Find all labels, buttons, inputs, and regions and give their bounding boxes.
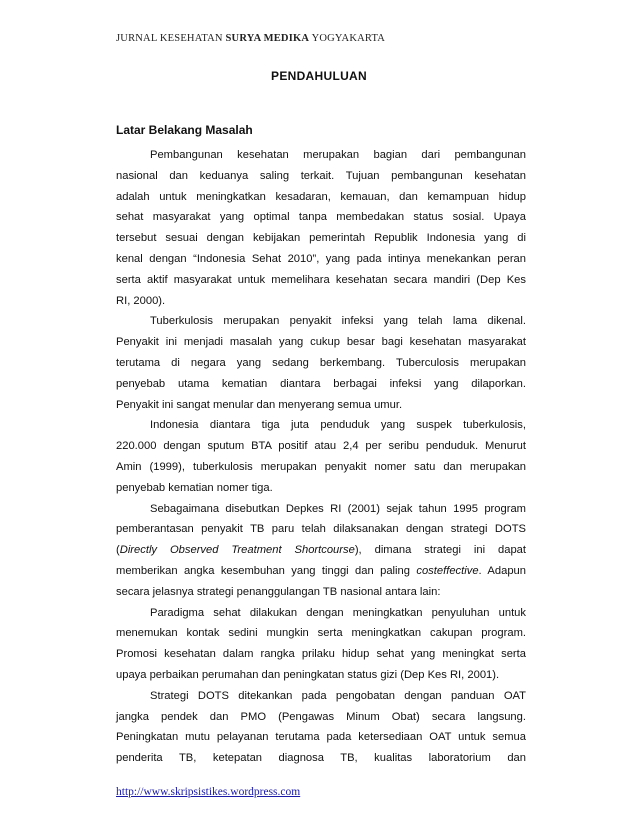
body-line: terutama di negara yang sedang berkembang. Tuberculosis merupakan — [116, 356, 526, 369]
body-line: memberikan angka kesembuhan yang tinggi dan paling costeffective. Adapun — [116, 564, 526, 577]
body-line: menemukan kontak sedini mungkin serta meningkatkan cakupan program. — [116, 627, 526, 640]
section-title: PENDAHULUAN — [271, 69, 367, 83]
body-text — [116, 145, 526, 769]
body-line: upaya perbaikan perumahan dan peningkatan status gizi (Dep Kes RI, 2001). — [116, 668, 500, 681]
section-subtitle: Latar Belakang Masalah — [116, 123, 253, 137]
footer-link[interactable]: http://www.skripsistikes.wordpress.com — [116, 786, 301, 798]
body-line: kenal dengan “Indonesia Sehat 2010”, yang pada intinya menekankan peran — [116, 252, 526, 265]
body-line: penyebab utama kematian diantara berbagai infeksi yang dilaporkan. — [116, 377, 526, 390]
body-line: Penyakit ini menjadi masalah yang cukup besar bagi kesehatan masyarakat — [116, 336, 526, 349]
body-line: 220.000 dengan sputum BTA positif atau 2,4 per seribu penduduk. Menurut — [116, 440, 526, 453]
body-line: Tuberkulosis merupakan penyakit infeksi yang telah lama dikenal. — [150, 315, 526, 328]
body-line: Indonesia diantara tiga juta penduduk yang suspek tuberkulosis, — [150, 419, 526, 432]
body-line: RI, 2000). — [116, 294, 166, 307]
header-left: JURNAL KESEHATAN — [116, 33, 223, 44]
body-line: nasional dan keduanya saling terkait. Tujuan pembangunan kesehatan — [116, 169, 526, 182]
body-line: pemberantasan penyakit TB paru telah dilaksanakan dengan strategi DOTS — [116, 523, 526, 536]
body-line: (Directly Observed Treatment Shortcourse), dimana strategi ini dapat — [116, 544, 526, 557]
header-right: YOGYAKARTA — [311, 33, 386, 44]
body-line: secara jelasnya strategi penanggulangan TB nasional antara lain: — [116, 585, 441, 598]
body-line: Amin (1999), tuberkulosis merupakan penyakit nomer satu dan merupakan — [116, 460, 526, 473]
body-line: Peningkatan mutu pelayanan terutama pada ketersediaan OAT untuk semua — [116, 731, 526, 744]
journal-header — [116, 33, 385, 44]
body-line: jangka pendek dan PMO (Pengawas Minum Obat) secara langsung. — [116, 710, 526, 723]
body-line: Promosi kesehatan dalam rangka prilaku hidup sehat yang meningkat serta — [116, 648, 526, 661]
body-line: Penyakit ini sangat menular dan menyerang semua umur. — [116, 398, 403, 411]
body-line: Strategi DOTS ditekankan pada pengobatan dengan panduan OAT — [150, 689, 526, 702]
body-line: penderita TB, ketepatan diagnosa TB, kualitas laboratorium dan — [116, 752, 526, 765]
header-mid: SURYA MEDIKA — [225, 33, 310, 44]
body-line: serta aktif masyarakat untuk memelihara kesehatan secara mandiri (Dep Kes — [116, 273, 526, 286]
body-line: sehat masyarakat yang optimal tanpa membedakan status sosial. Upaya — [116, 211, 526, 224]
body-line: Sebagaimana disebutkan Depkes RI (2001) sejak tahun 1995 program — [150, 502, 526, 515]
body-line: tersebut sesuai dengan kebijakan pemerintah Republik Indonesia yang di — [116, 232, 526, 245]
body-line: Paradigma sehat dilakukan dengan meningkatkan penyuluhan untuk — [150, 606, 526, 619]
body-line: Pembangunan kesehatan merupakan bagian dari pembangunan — [150, 149, 526, 161]
body-line: adalah untuk meningkatkan kesadaran, kemauan, dan kemampuan hidup — [116, 190, 526, 203]
body-line: penyebab kematian nomer tiga. — [116, 481, 273, 494]
